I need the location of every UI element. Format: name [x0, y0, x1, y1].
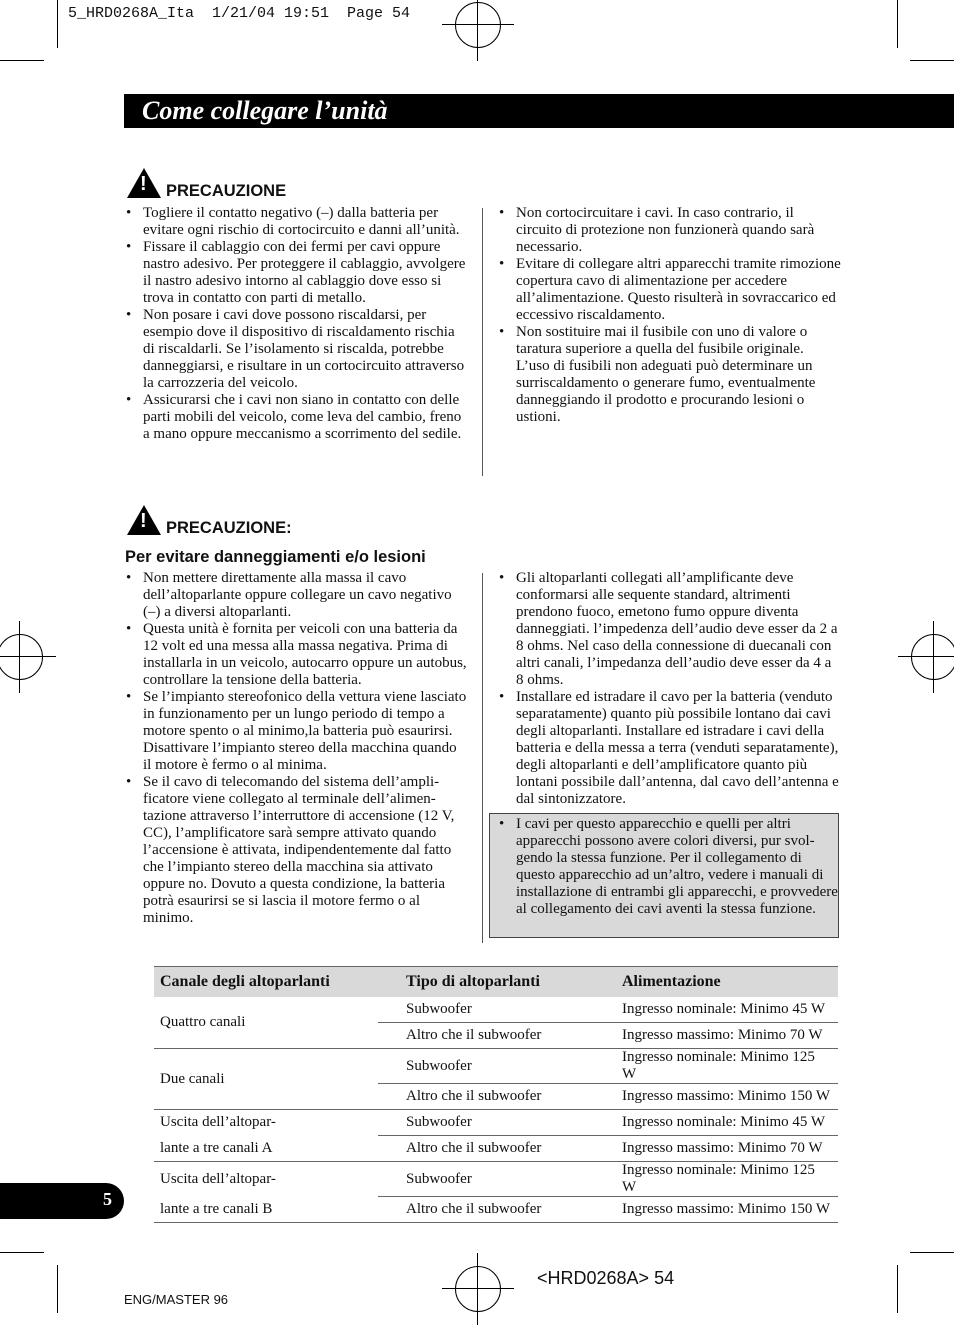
list-item: • Non sostituire mai il fusibile con uno di valore o taratura superiore a quella del fusibile originale. L’uso di fusibili non adeguati può determinare un surriscaldamento o generare fumo, eventualmente danneggiando il prodotto e procurando lesioni o ustioni.: [497, 324, 841, 426]
list-item: • Se il cavo di telecomando del sistema dell’amplificatore viene collegato al terminale dell’alimentazione attraverso l’interruttore di accensione (12 V, CC), l’amplificatore sarà sempre attivato quando l’accensione è attivata, indipendentemente dal fatto che l’impianto stereo della macchina sia attivato oppure no. Dovuto a questa condizione, la batteria potrà esaurirsi se si lascia il motore fermo o al minimo.: [124, 774, 468, 927]
list-item: • Non cortocircuitare i cavi. In caso contrario, il circuito di protezione non funzionerà quando sarà necessario.: [497, 205, 841, 256]
speaker-type-cell: Subwoofer: [378, 1162, 616, 1197]
crop-mark: [910, 1252, 954, 1253]
speaker-type-cell: Altro che il subwoofer: [378, 1084, 616, 1110]
header-slug: 5_HRD0268A_Ita 1/21/04 19:51 Page 54: [68, 5, 411, 22]
column-header: Canale degli altoparlanti: [154, 967, 378, 998]
column-divider: [482, 573, 483, 943]
section2-right-column: [497, 570, 841, 808]
channel-cell: Due canali: [154, 1049, 378, 1110]
footer-master-label: ENG/MASTER 96: [124, 1292, 229, 1307]
table-row: [154, 1136, 838, 1162]
crop-mark: [0, 60, 44, 61]
speaker-type-cell: Altro che il subwoofer: [378, 1136, 616, 1162]
section1-right-column: [497, 205, 841, 426]
list-item: • Installare ed istradare il cavo per la batteria (venduto separatamente) quanto più possibile lontano dai cavi degli altoparlanti. Installare ed istradare i cavi della batteria e della messa a terra (venduti separatamente), degli altoparlanti e dell’amplificatore quanto più lontani possibile dall’antenna, dal cavo dell’antenna e dal sintonizzatore.: [497, 689, 841, 808]
speaker-type-cell: Subwoofer: [378, 1110, 616, 1136]
speaker-type-cell: Subwoofer: [378, 1049, 616, 1084]
channel-cell: Uscita dell’altopar-: [160, 1170, 276, 1187]
list-item: • Se l’impianto stereofonico della vettura viene lasciato in funzionamento per un lungo periodo di tempo a motore spento o al minimo,la batteria può esaurirsi. Disattivare l’impianto stereo della macchina quando il motore è fermo o al minima.: [124, 689, 468, 774]
crop-mark: [0, 1252, 44, 1253]
column-divider: [482, 208, 483, 476]
power-cell: Ingresso massimo: Minimo 150 W: [616, 1084, 838, 1110]
power-cell: Ingresso nominale: Minimo 45 W: [616, 1110, 838, 1136]
warning-icon: [127, 168, 161, 203]
channel-cell: Quattro canali: [154, 997, 378, 1049]
registration-mark: [0, 634, 43, 680]
footer-code: <HRD0268A> 54: [537, 1268, 675, 1288]
title-bar: [124, 94, 954, 128]
power-cell: Ingresso massimo: Minimo 70 W: [616, 1136, 838, 1162]
table-row: [154, 1162, 838, 1197]
power-cell: Ingresso nominale: Minimo 125 W: [616, 1162, 838, 1197]
section-heading: PRECAUZIONE: [166, 182, 287, 200]
speaker-table: [154, 966, 838, 1223]
page-title: Come collegare l’unità: [142, 96, 388, 125]
list-item: • Fissare il cablaggio con dei fermi per cavi oppure nastro adesivo. Per proteggere il cablaggio, avvolgere il nastro adesivo intorno al cablaggio dove esso si trova in contatto con parti di metallo.: [124, 239, 466, 307]
crop-mark: [57, 0, 58, 48]
section-heading: PRECAUZIONE:: [166, 519, 292, 537]
power-cell: Ingresso massimo: Minimo 70 W: [616, 1023, 838, 1049]
crop-mark: [910, 60, 954, 61]
power-cell: Ingresso nominale: Minimo 45 W: [616, 997, 838, 1023]
list-item: • Non posare i cavi dove possono riscaldarsi, per esempio dove il dispositivo di riscaldamento rischia di riscaldarli. Se l’isolamento si riscalda, potrebbe danneggiarsi, e risultare in un cortocircuito attraverso la carrozzeria del veicolo.: [124, 307, 466, 392]
speaker-type-cell: Subwoofer: [378, 997, 616, 1023]
crop-mark: [57, 1265, 58, 1313]
crop-mark: [897, 1265, 898, 1313]
table-header-row: [154, 967, 838, 998]
list-item: • Togliere il contatto negativo (–) dalla batteria per evitare ogni rischio di cortocircuito e danni all’unità.: [124, 205, 466, 239]
crop-mark: [897, 0, 898, 48]
column-header: Alimentazione: [616, 967, 838, 998]
speaker-type-cell: Altro che il subwoofer: [378, 1023, 616, 1049]
table-row: [154, 1110, 838, 1136]
list-item: • Questa unità è fornita per veicoli con una batteria da 12 volt ed una messa alla massa negativa. Prima di installarla in un veicolo, autocarro oppure un autobus, controllare la tensione della batteria.: [124, 621, 468, 689]
list-item: • Evitare di collegare altri apparecchi tramite rimozione copertura cavo di alimentazione per accedere all’alimentazione. Questo risulterà in sovraccarico ed eccessivo riscaldamento.: [497, 256, 841, 324]
list-item: • Assicurarsi che i cavi non siano in contatto con delle parti mobili del veicolo, come leva del cambio, freno a mano oppure meccanismo a scorrimento del sedile.: [124, 392, 466, 443]
channel-cell: lante a tre canali A: [154, 1136, 378, 1162]
table-row: [154, 997, 838, 1023]
section-subheading: Per evitare danneggiamenti e/o lesioni: [125, 548, 426, 566]
power-cell: Ingresso nominale: Minimo 125 W: [616, 1049, 838, 1084]
warning-icon: [127, 505, 161, 540]
section2-left-column: [124, 570, 468, 927]
note-text: • I cavi per questo apparecchio e quelli per altri apparecchi possono avere colori diversi, pur svolgendo la stessa funzione. Per il collegamento di questo apparecchio ad un’altro, vedere i manuali di installazione di entrambi gli apparecchi, e provvedere al collegamento dei cavi aventi la stessa funzione.: [497, 816, 841, 918]
column-header: Tipo di altoparlanti: [378, 967, 616, 998]
registration-mark: [911, 634, 954, 680]
page-number: 5: [103, 1189, 112, 1209]
list-item: • Non mettere direttamente alla massa il cavo dell’altoparlante oppure collegare un cavo negativo (–) a diversi altoparlanti.: [124, 570, 468, 621]
section1-left-column: [124, 205, 466, 443]
channel-cell: Uscita dell’altopar-: [160, 1114, 276, 1131]
table-row: [154, 1197, 838, 1223]
channel-cell: lante a tre canali B: [154, 1197, 378, 1223]
table-row: [154, 1049, 838, 1084]
registration-mark: [455, 1266, 501, 1312]
registration-mark: [455, 2, 501, 48]
list-item: • Gli altoparlanti collegati all’amplificante deve conformarsi alle sequente standard, altrimenti prendono fuoco, emetono fumo oppure diventa danneggiati. l’impedenza dell’audio deve esser da 2 a 8 ohms. Nel caso della connessione di duecanali con altri canali, l’impedanza dell’audio deve esser da 4 a 8 ohms.: [497, 570, 841, 689]
page-number-tab: [0, 1183, 124, 1219]
power-cell: Ingresso massimo: Minimo 150 W: [616, 1197, 838, 1223]
speaker-type-cell: Altro che il subwoofer: [378, 1197, 616, 1223]
note-box: [489, 813, 839, 938]
